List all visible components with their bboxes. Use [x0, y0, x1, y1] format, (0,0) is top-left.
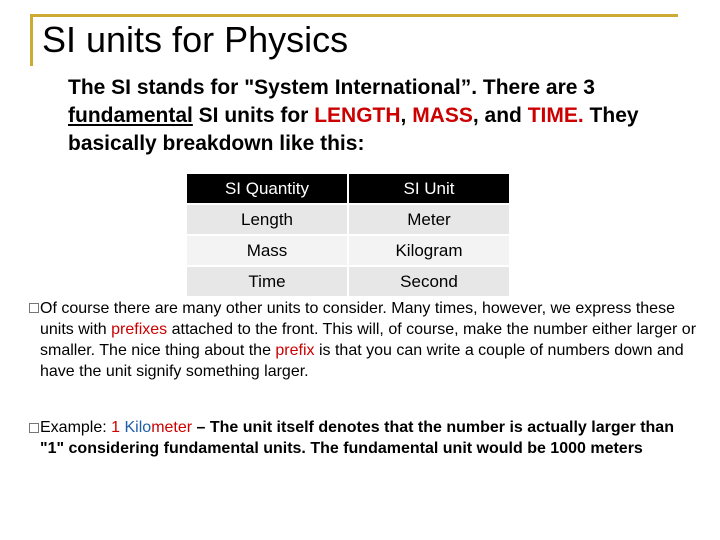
table-cell-quantity: Mass [187, 235, 348, 266]
paragraph-text-part: is that you can write a couple of numbers down and have the unit signify something larger. [40, 342, 684, 380]
intro-text-part: They basically breakdown like this: [68, 104, 639, 155]
table-cell-quantity: Time [187, 266, 348, 296]
example-label: Example: [40, 419, 112, 436]
example-explanation: – The unit itself denotes that the number is actually larger than "1" considering fundamental units. The fundamental unit would be 1000 meters [40, 419, 674, 457]
paragraph-text-part: attached to the front. This will, of course, make the number either larger or smaller. The nice thing about the [40, 321, 697, 359]
table-cell-unit: Second [348, 266, 509, 296]
table-cell-quantity: Length [187, 204, 348, 235]
si-units-table [187, 174, 509, 296]
table-header-row [187, 174, 509, 204]
table-cell-unit: Kilogram [348, 235, 509, 266]
table-cell-unit: Meter [348, 204, 509, 235]
intro-mass-word: MASS [412, 104, 473, 127]
table-header-unit: SI Unit [348, 174, 509, 204]
table-row [187, 204, 509, 235]
intro-time-word: TIME. [527, 104, 584, 127]
intro-text-part: , and [472, 104, 528, 127]
table-row [187, 266, 509, 296]
title-accent-bar-horizontal [30, 14, 678, 17]
prefix-word: prefix [275, 342, 315, 359]
table-header-quantity: SI Quantity [187, 174, 348, 204]
table-row [187, 235, 509, 266]
example-meter-unit: meter [151, 419, 193, 436]
intro-text [68, 74, 688, 158]
example-number: 1 [111, 419, 121, 436]
bullet-square-icon [29, 423, 39, 433]
bullet-square-icon [29, 303, 39, 313]
intro-text-part: SI units for [192, 104, 315, 127]
prefixes-word: prefixes [111, 321, 168, 338]
intro-text-part: , [400, 104, 413, 127]
paragraph-text-part: Of course there are many other units to consider. Many times, however, we express these units with [40, 300, 675, 338]
example-kilo-prefix: Kilo [124, 419, 152, 436]
intro-fundamental-word: fundamental [68, 104, 193, 127]
prefix-paragraph [40, 298, 700, 382]
intro-text-part: The SI stands for "System International”. There are 3 [68, 76, 595, 99]
title-accent-bar-vertical [30, 14, 33, 66]
intro-length-word: LENGTH [314, 104, 401, 127]
slide-title: SI units for Physics [42, 19, 349, 60]
example-paragraph [40, 417, 700, 459]
